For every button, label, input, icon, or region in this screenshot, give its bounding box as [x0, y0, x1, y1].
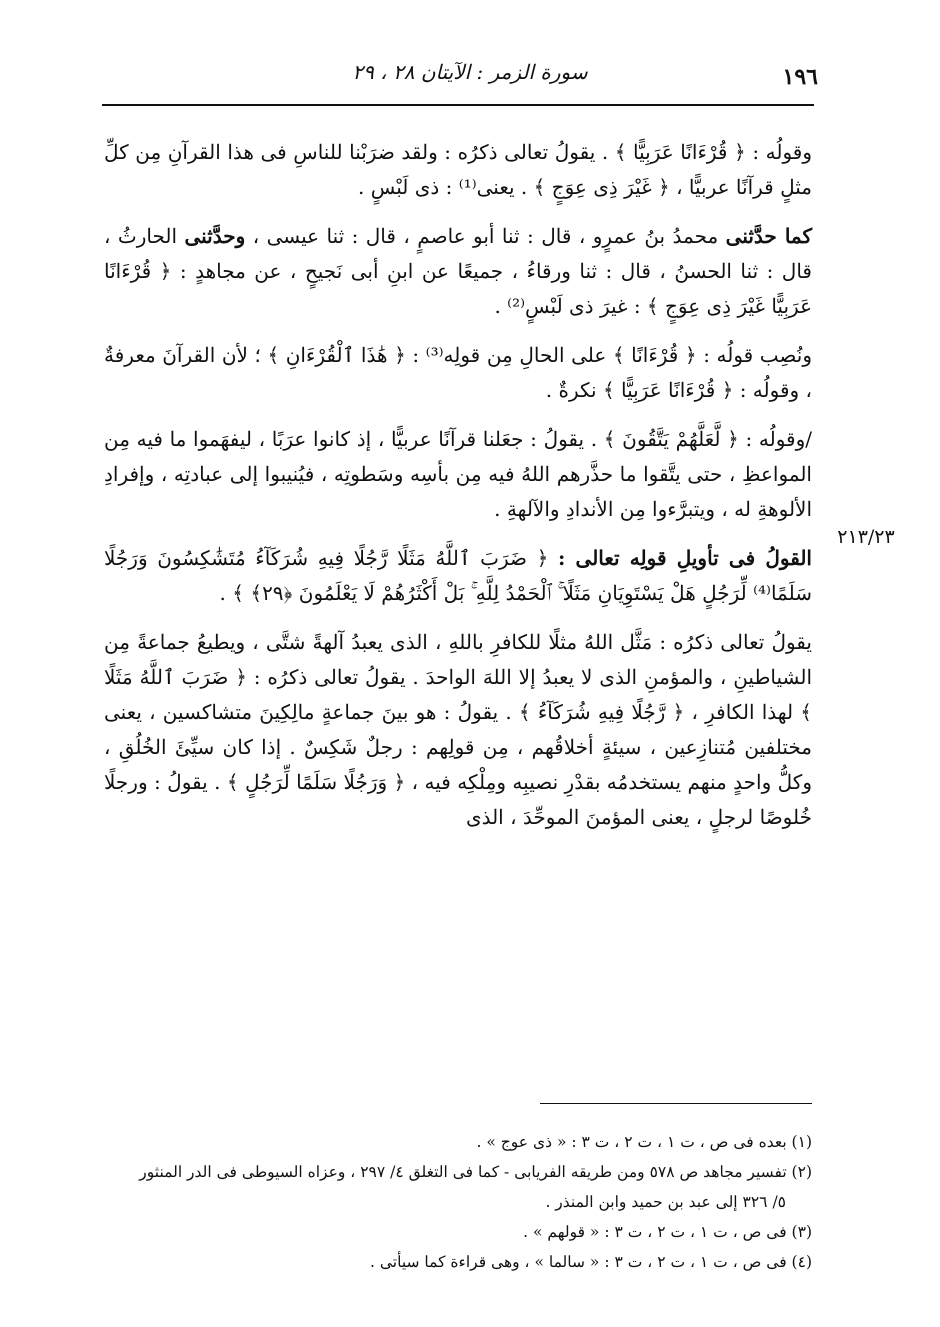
paragraph-3: ونُصِب قولُه : ﴿ قُرْءَانًا ﴾ على الحالِ مِن قولِه⁽³⁾ : ﴿ هَٰذَا ٱلْقُرْءَانِ ﴾ ؛ لأن القرآنَ معرفةٌ ، وقولُه : ﴿ قُرْءَانًا عَرَبِيًّا ﴾ نكرةٌ . — [104, 343, 813, 402]
footnote-3: (٣) فى ص ، ت ١ ، ت ٢ ، ت ٣ : « قولهم » . — [523, 1223, 812, 1241]
footnote-1: (١) بعده فى ص ، ت ١ ، ت ٢ ، ت ٣ : « ذى عوج » . — [476, 1133, 812, 1151]
footnote-rule — [540, 1103, 812, 1104]
isnad-lead: كما حدَّثنى — [725, 224, 813, 248]
isnad-text-2: الحارثُ ، قال : ثنا الحسنُ ، قال : ثنا ورقاءُ ، جميعًا عن ابنِ أبى نَجيحٍ ، عن مجاهدٍ : ﴿ قُرْءَانًا عَرَبِيًّا غَيْرَ ذِى عِوَجٍ ﴾ : غيرَ ذى لَبْسٍ⁽²⁾ . — [104, 224, 812, 318]
margin-reference: ٢١٣/٢٣ — [837, 526, 895, 548]
paragraph-5 — [104, 541, 812, 611]
paragraph-4: /وقولُه : ﴿ لَّعَلَّهُمْ يَتَّقُونَ ﴾ . يقولُ : جعَلنا قرآنًا عربيًّا ، إذ كانوا عرَبًا ، ليفهَموا ما فيه مِن المواعظِ ، حتى يتَّقوا ما حذَّرهم اللهُ فيه مِن بأسِه وسَطوتِه ، فيُنيبوا إلى عبادتِه ، وإفرادِ الألوهةِ له ، ويتبرَّءوا مِن الأندادِ والآلهةِ . — [104, 427, 812, 521]
isnad-lead-2: وحدَّثنى — [184, 224, 246, 248]
header-rule — [102, 104, 814, 106]
footnote-4: (٤) فى ص ، ت ١ ، ت ٢ ، ت ٣ : « سالما » ، وهى قراءة كما سيأتى . — [370, 1253, 812, 1271]
paragraph-1: وقولُه : ﴿ قُرْءَانًا عَرَبِيًّا ﴾ . يقولُ تعالى ذكرُه : ولقد ضرَبْنا للناسِ فى هذا القرآنِ مِن كلِّ مثلٍ قرآنًا عربيًّا ، ﴿ غَيْرَ ذِى عِوَجٍ ﴾ . يعنى⁽¹⁾ : ذى لَبْسٍ . — [104, 140, 812, 199]
verse-text: ﴿ ضَرَبَ ٱللَّهُ مَثَلًا رَّجُلًا فِيهِ شُرَكَآءُ مُتَشَٰكِسُونَ وَرَجُلًا سَلَمًا⁽⁴⁾ لِّرَجُلٍ هَلْ يَسْتَوِيَانِ مَثَلًا ۚ ٱلْحَمْدُ لِلَّهِ ۚ بَلْ أَكْثَرُهُمْ لَا يَعْلَمُونَ ﴿٢٩﴾ ﴾ . — [104, 546, 812, 605]
footnote-2: (٢) تفسير مجاهد ص ٥٧٨ ومن طريقه الفريابى - كما فى التغلق ٤/ ٢٩٧ ، وعزاه السيوطى فى الدر المنثور — [139, 1163, 812, 1181]
section-heading: القولُ فى تأويلِ قولِه تعالى : — [557, 546, 812, 570]
main-text — [104, 135, 812, 849]
footnote-2-continued: ٥/ ٣٢٦ إلى عبد بن حميد وابن المنذر . — [545, 1193, 786, 1211]
page-number: ١٩٦ — [782, 64, 818, 90]
isnad-text: محمدُ بنُ عمرٍو ، قال : ثنا أبو عاصمٍ ، قال : ثنا عيسى ، — [245, 224, 726, 248]
paragraph-6: يقولُ تعالى ذكرُه : مَثَّل اللهُ مثلًا للكافرِ باللهِ ، الذى يعبدُ آلهةً شتَّى ، ويطيعُ جماعةً مِن الشياطينِ ، والمؤمنِ الذى لا يعبدُ إلا اللهَ الواحدَ . يقولُ تعالى ذكرُه : ﴿ ضَرَبَ ٱللَّهُ مَثَلًا ﴾ لهذا الكافرِ ، ﴿ رَّجُلًا فِيهِ شُرَكَآءُ ﴾ . يقولُ : هو بينَ جماعةٍ مالِكِينَ متشاكسين ، يعنى مختلفين مُتنازِعين ، سيئةٍ أخلاقُهم ، مِن قولِهم : رجلٌ شَكِسٌ . إذا كان سيِّئَ الخُلُقِ ، وكلُّ واحدٍ منهم يستخدمُه بقدْرِ نصيبِه ومِلْكِه فيه ، ﴿ وَرَجُلًا سَلَمًا لِّرَجُلٍ ﴾ . يقولُ : ورجلًا خُلوصًا لرجلٍ ، يعنى المؤمنَ الموحِّدَ ، الذى — [104, 630, 812, 829]
running-title: سورة الزمر : الآيتان ٢٨ ، ٢٩ — [352, 60, 588, 84]
footnotes — [104, 1128, 812, 1278]
paragraph-2 — [104, 219, 812, 324]
